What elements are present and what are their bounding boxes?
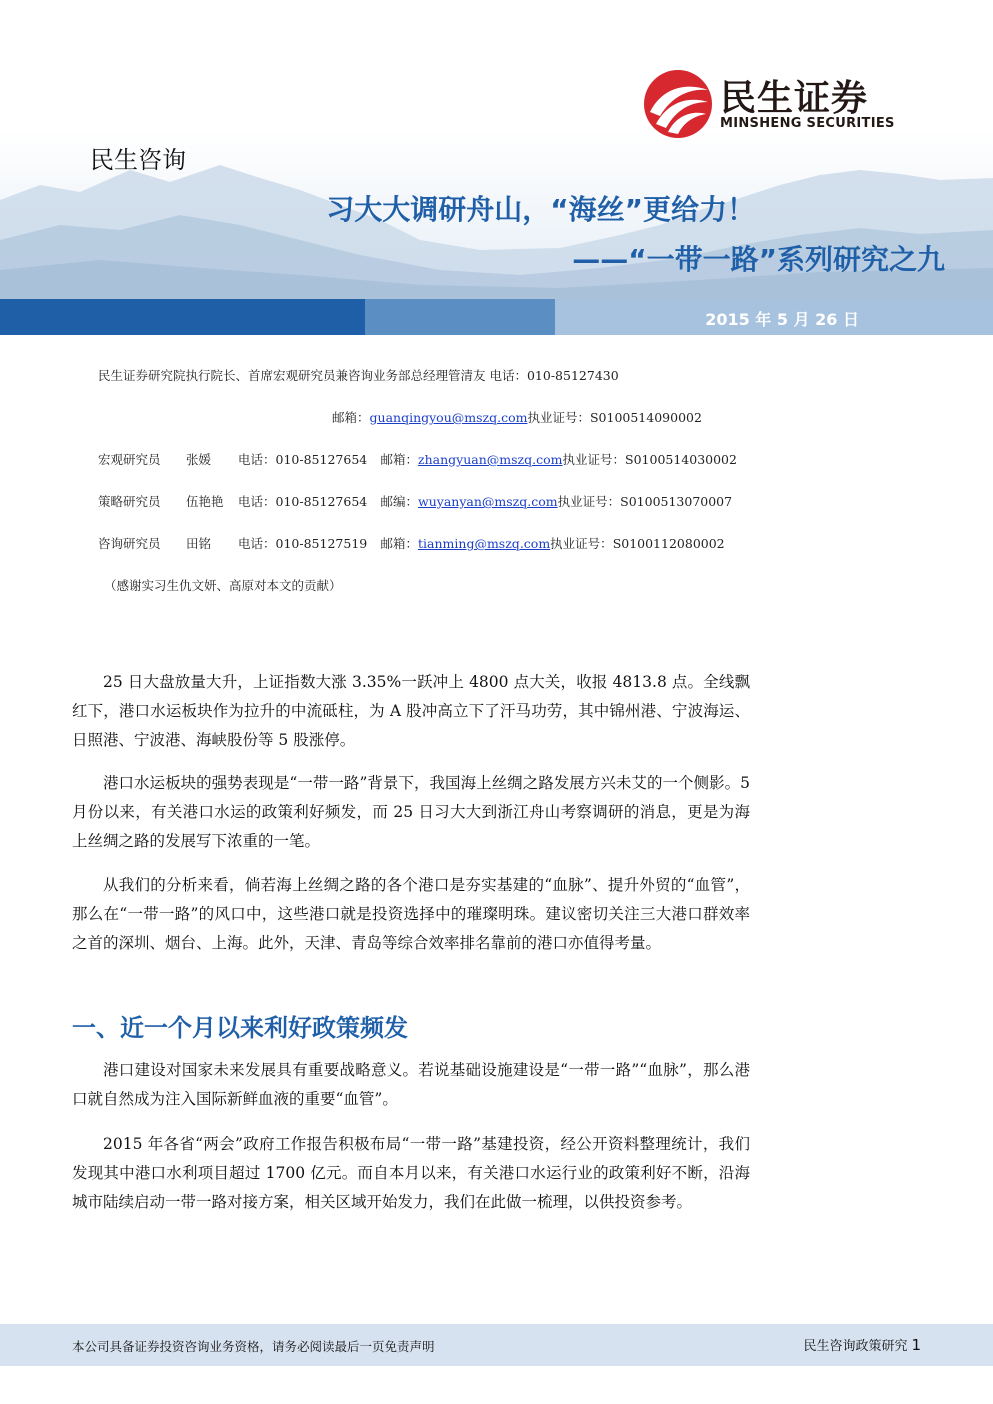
lead-analyst-email-line: 邮箱：guanqingyou@mszq.com执业证号：S0100514090002 <box>332 410 702 425</box>
analyst-email-link[interactable]: zhangyuan@mszq.com <box>418 452 563 467</box>
report-date: 2015 年 5 月 26 日 <box>705 310 859 329</box>
analyst-email-link[interactable]: tianming@mszq.com <box>418 536 551 551</box>
lead-analyst-line: 民生证券研究院执行院长、首席宏观研究员兼咨询业务部总经理管清友 电话：010-85127430 <box>98 368 619 383</box>
body-paragraph: 2015 年各省“两会”政府工作报告积极布局“一带一路”基建投资，经公开资料整理统计，我们发现其中港口水利项目超过 1700 亿元。而自本月以来，有关港口水运行业的政策利好不断，沿海城市陆续启动一带一路对接方案，相关区域开始发力，我们在此做一梳理，以供投资参考。 <box>72 1135 750 1211</box>
series-label: 民生咨询 <box>90 146 186 174</box>
footer-disclaimer: 本公司具备证券投资咨询业务资格，请务必阅读最后一页免责声明 <box>72 1339 435 1354</box>
body-paragraph: 港口建设对国家未来发展具有重要战略意义。若说基础设施建设是“一带一路”“血脉”，那么港口就自然成为注入国际新鲜血液的重要“血管”。 <box>72 1061 750 1108</box>
footer-report-info <box>803 1335 921 1354</box>
date-bar <box>0 299 993 335</box>
body-paragraph: 从我们的分析来看，倘若海上丝绸之路的各个港口是夯实基建的“血脉”、提升外贸的“血管”，那么在“一带一路”的风口中，这些港口就是投资选择中的璀璨明珠。建议密切关注三大港口群效率之首的深圳、烟台、上海。此外，天津、青岛等综合效率排名靠前的港口亦值得考量。 <box>72 876 750 952</box>
page-number: 1 <box>911 1336 921 1354</box>
brand-name-en: MINSHENG SECURITIES <box>720 116 895 131</box>
footer-report-type: 民生咨询政策研究 <box>803 1339 908 1354</box>
analyst-row: 咨询研究员 田铭 电话：010-85127519 邮箱：tianming@mszq.com执业证号：S0100112080002 <box>98 536 725 551</box>
lead-analyst-email-link[interactable]: guanqingyou@mszq.com <box>369 410 528 425</box>
analyst-row: 策略研究员 伍艳艳 电话：010-85127654 邮编：wuyanyan@mszq.com执业证号：S0100513070007 <box>98 494 733 509</box>
report-title: 习大大调研舟山，“海丝”更给力！ <box>326 193 755 226</box>
section-heading: 一、近一个月以来利好政策频发 <box>72 1014 408 1042</box>
brand-name-cn: 民生证券 <box>720 78 869 119</box>
analyst-email-link[interactable]: wuyanyan@mszq.com <box>418 494 558 509</box>
body-paragraph: 港口水运板块的强势表现是“一带一路”背景下，我国海上丝绸之路发展方兴未艾的一个侧影。5 月份以来，有关港口水运的政策利好频发，而 25 日习大大到浙江舟山考察调研的消息，更是为海上丝绸之路的发展写下浓重的一笔。 <box>72 774 750 850</box>
page-footer <box>0 1324 993 1366</box>
body-paragraph: 25 日大盘放量大升，上证指数大涨 3.35%一跃冲上 4800 点大关，收报 4813.8 点。全线飘红下，港口水运板块作为拉升的中流砥柱，为 A 股冲高立下了汗马功劳，其中锦州港、宁波海运、日照港、宁波港、海峡股份等 5 股涨停。 <box>72 673 750 749</box>
analyst-row: 宏观研究员 张媛 电话：010-85127654 邮箱：zhangyuan@mszq.com执业证号：S0100514030002 <box>98 452 737 467</box>
minsheng-logo-icon <box>642 68 714 140</box>
brand-logo <box>642 66 942 146</box>
acknowledgement: （感谢实习生仇文妍、高原对本文的贡献） <box>104 578 342 593</box>
report-subtitle: ——“一带一路”系列研究之九 <box>572 243 945 276</box>
